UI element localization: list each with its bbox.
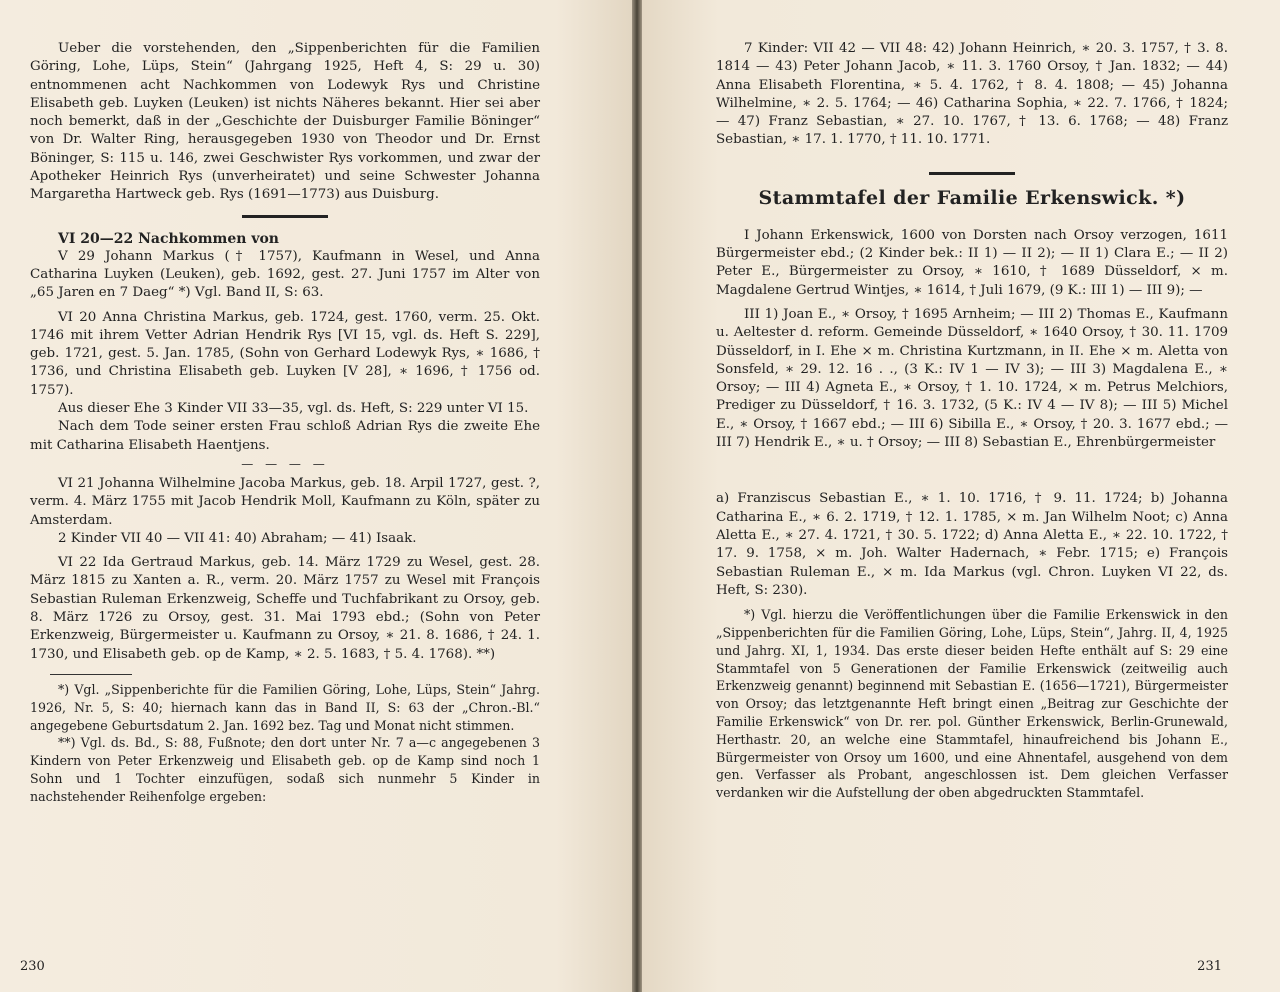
section-divider-right xyxy=(929,172,1015,175)
stammtafel-title: Stammtafel der Familie Erkenswick. *) xyxy=(758,186,1186,209)
left-text-column xyxy=(30,40,540,805)
book-gutter xyxy=(632,0,642,992)
intro-paragraph: Ueber die vorstehenden, den „Sippenberichten für die Familien Göring, Lohe, Lüps, Stein“ (Jahrgang 1925, Heft 4, S: 29 u. 30) entnommenen acht Nachkommen von Lodewyk Rys und Christine Elisabeth geb. Luyken (Leuken) ist nichts Näheres bekannt. Hier sei aber noch bemerkt, daß in der „Geschichte der Duisburger Familie Böninger“ von Dr. Walter Ring, herausgegeben 1930 von Theodor und Dr. Ernst Böninger, S: 115 u. 146, zwei Geschwister Rys vorkommen, und zwar der Apotheker Heinrich Rys (unverheiratet) und seine Schwester Johanna Margaretha Hartweck geb. Rys (1691—1773) aus Duisburg. xyxy=(30,41,540,203)
footnote-rule xyxy=(50,674,132,675)
section-divider xyxy=(242,215,328,218)
generation-iii: III 1) Joan E., ∗ Orsoy, † 1695 Arnheim; — III 2) Thomas E., Kaufmann u. Aeltester d. reform. Gemeinde Düsseldorf, ∗ 1640 Orsoy, † 30. 11. 1709 Düsseldorf, in I. Ehe × m. Christina Kurtzmann, in II. Ehe × m. Aletta von Sonsfeld, ∗ 29. 12. 16 . ., (3 K.: IV 1 — IV 3); — III 3) Magdalena E., ∗ Orsoy; — III 4) Agneta E., ∗ Orsoy, † 1. 10. 1724, × m. Petrus Melchiors, Prediger zu Düsseldorf, † 16. 3. 1732, (5 K.: IV 4 — IV 8); — III 5) Michel E., ∗ Orsoy, † 1667 ebd.; — III 6) Sibilla E., ∗ Orsoy, † 20. 3. 1677 ebd.; — III 7) Hendrik E., ∗ u. † Orsoy; — III 8) Sebastian E., Ehrenbürgermeister xyxy=(716,306,1228,451)
entry-vi21: VI 21 Johanna Wilhelmine Jacoba Markus, geb. 18. Arpil 1727, gest. ?, verm. 4. März 1755 mit Jacob Hendrik Moll, Kaufmann zu Köln, später zu Amsterdam. xyxy=(30,475,540,528)
children-list-vii42-48: 7 Kinder: VII 42 — VII 48: 42) Johann Heinrich, ∗ 20. 3. 1757, † 3. 8. 1814 — 43) Peter Johann Jacob, ∗ 11. 3. 1760 Orsoy, † Jan. 1832; — 44) Anna Elisabeth Florentina, ∗ 5. 4. 1762, † 8. 4. 1808; — 45) Johanna Wilhelmine, ∗ 2. 5. 1764; — 46) Catharina Sophia, ∗ 22. 7. 1766, † 1824; — 47) Franz Sebastian, ∗ 27. 10. 1767, † 13. 6. 1768; — 48) Franz Sebastian, ∗ 17. 1. 1770, † 11. 10. 1771. xyxy=(716,41,1228,148)
page-number-left: 230 xyxy=(20,959,45,974)
entry-v29: V 29 Johann Markus († 1757), Kaufmann in Wesel, und Anna Catharina Luyken (Leuken), geb. 1692, gest. 27. Juni 1757 im Alter von „65 Jaren en 7 Daeg“ *) Vgl. Band II, S: 63. xyxy=(30,248,540,301)
stammtafel-footnote: *) Vgl. hierzu die Veröffentlichungen über die Familie Erkenswick in den „Sippenberichten für die Familien Göring, Lohe, Lüps, Stein“, Jahrg. II, 4, 1925 und Jahrg. XI, 1, 1934. Das erste dieser beiden Hefte enthält auf S: 29 eine Stammtafel von 5 Generationen der Familie Erkenswick (zeitweilig auch Erkenzweig genannt) beginnend mit Sebastian E. (1656—1721), Bürgermeister von Orsoy; das letztgenannte Heft bringt einen „Beitrag zur Geschichte der Familie Erkenswick“ von Dr. rer. pol. Günther Erkenswick, Berlin-Grunewald, Herthastr. 20, an welche eine Stammtafel, hinaufreichend bis Johann E., Bürgermeister von Orsoy um 1600, und eine Ahnentafel, ausgehend von dem gen. Verfasser als Probant, angeschlossen ist. Dem gleichen Verfasser verdanken wir die Aufstellung der oben abgedruckten Stammtafel. xyxy=(716,607,1228,801)
section-heading: VI 20—22 Nachkommen von xyxy=(58,230,279,247)
second-marriage-note: Nach dem Tode seiner ersten Frau schloß Adrian Rys die zweite Ehe mit Catharina Elisabeth Haentjens. xyxy=(30,419,540,453)
entry-vi22: VI 22 Ida Gertraud Markus, geb. 14. März 1729 zu Wesel, gest. 28. März 1815 zu Xanten a. R., verm. 20. März 1757 zu Wesel mit François Sebastian Ruleman Erkenzweig, Scheffe und Tuchfabrikant zu Orsoy, geb. 8. März 1726 zu Orsoy, gest. 31. Mai 1793 ebd.; (Sohn von Peter Erkenzweig, Bürgermeister u. Kaufmann zu Orsoy, ∗ 21. 8. 1686, † 24. 1. 1730, und Elisabeth geb. op de Kamp, ∗ 2. 5. 1683, † 5. 4. 1768). **) xyxy=(30,555,540,662)
dash-separator: — — — — xyxy=(241,456,329,471)
left-page xyxy=(0,0,632,992)
page-number-right: 231 xyxy=(1197,959,1222,974)
children-list-a-e: a) Franziscus Sebastian E., ∗ 1. 10. 1716, † 9. 11. 1724; b) Johanna Catharina E., ∗ 6. 2. 1719, † 12. 1. 1785, × m. Jan Wilhelm Noot; c) Anna Aletta E., ∗ 27. 4. 1721, † 30. 5. 1722; d) Anna Aletta E., ∗ 22. 10. 1722, † 17. 9. 1758, × m. Joh. Walter Hadernach, ∗ Febr. 1715; e) François Sebastian Ruleman E., × m. Ida Markus (vgl. Chron. Luyken VI 22, ds. Heft, S: 230). xyxy=(716,491,1228,598)
footnote-2: **) Vgl. ds. Bd., S: 88, Fußnote; den dort unter Nr. 7 a—c angegebenen 3 Kindern von Peter Erkenzweig und Elisabeth geb. op de Kamp sind noch 1 Sohn und 1 Tochter einzufügen, sodaß sich nunmehr 5 Kinder in nachstehender Reihenfolge ergeben: xyxy=(30,735,540,804)
entry-vi20: VI 20 Anna Christina Markus, geb. 1724, gest. 1760, verm. 25. Okt. 1746 mit ihrem Vetter Adrian Hendrik Rys [VI 15, vgl. ds. Heft S. 229], geb. 1721, gest. 5. Jan. 1785, (Sohn von Gerhard Lodewyk Rys, ∗ 1686, † 1736, und Christina Elisabeth geb. Luyken [V 28], ∗ 1696, † 1756 od. 1757). xyxy=(30,309,540,398)
generation-i-ii: I Johann Erkenswick, 1600 von Dorsten nach Orsoy verzogen, 1611 Bürgermeister ebd.; (2 Kinder bek.: II 1) — II 2); — II 1) Clara E.; — II 2) Peter E., Bürgermeister zu Orsoy, ∗ 1610, † 1689 Düsseldorf, × m. Magdalene Gertrud Wintjes, ∗ 1614, † Juli 1679, (9 K.: III 1) — III 9); — xyxy=(716,227,1228,298)
right-page xyxy=(642,0,1280,992)
footnote-1: *) Vgl. „Sippenberichte für die Familien Göring, Lohe, Lüps, Stein“ Jahrg. 1926, Nr. 5, S: 40; hiernach kann das in Band II, S: 63 der „Chron.-Bl.“ angegebene Geburtsdatum 2. Jan. 1692 bez. Tag und Monat nicht stimmen. xyxy=(30,681,540,733)
children-note-vi21: 2 Kinder VII 40 — VII 41: 40) Abraham; — 41) Isaak. xyxy=(58,530,417,546)
children-note-vi20: Aus dieser Ehe 3 Kinder VII 33—35, vgl. ds. Heft, S: 229 unter VI 15. xyxy=(58,401,529,417)
right-text-column xyxy=(716,40,1228,802)
